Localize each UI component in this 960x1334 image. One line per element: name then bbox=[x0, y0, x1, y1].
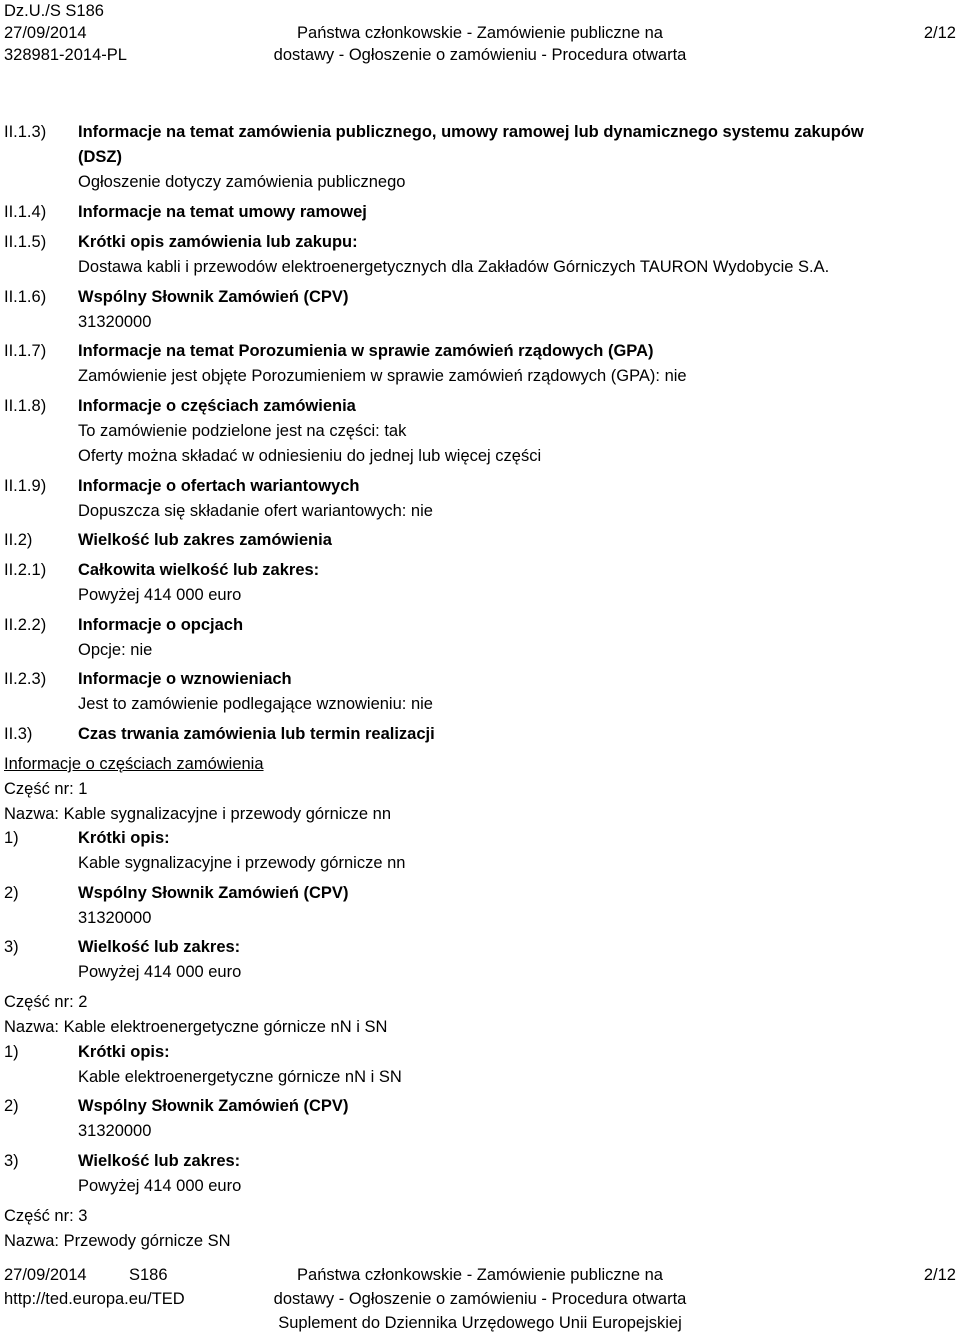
part-item-number: 2) bbox=[4, 1097, 19, 1115]
part-item-number: 3) bbox=[4, 938, 19, 956]
part-item-heading: Wielkość lub zakres: bbox=[78, 1152, 241, 1170]
notice-ref: 328981-2014-PL bbox=[4, 46, 127, 64]
part-item-number: 3) bbox=[4, 1152, 19, 1170]
header-page-number: 2/12 bbox=[923, 24, 956, 42]
section-number: II.1.4) bbox=[4, 203, 47, 221]
section-heading: Całkowita wielkość lub zakres: bbox=[78, 561, 320, 579]
section-heading: Informacje o częściach zamówienia bbox=[78, 397, 356, 415]
section-text: Dostawa kabli i przewodów elektroenergetycznych dla Zakładów Górniczych TAURON Wydobycie S.A. bbox=[78, 258, 830, 276]
part-item-heading: Wielkość lub zakres: bbox=[78, 938, 241, 956]
section-number: II.2.3) bbox=[4, 670, 47, 688]
footer-page-number: 2/12 bbox=[923, 1266, 956, 1284]
section-heading: Informacje na temat umowy ramowej bbox=[78, 203, 367, 221]
section-heading: Informacje o ofertach wariantowych bbox=[78, 477, 360, 495]
section-number: II.1.7) bbox=[4, 342, 47, 360]
section-number: II.1.8) bbox=[4, 397, 47, 415]
section-text: Jest to zamówienie podlegające wznowieniu: nie bbox=[78, 695, 433, 713]
part-number: Część nr: 2 bbox=[4, 993, 88, 1011]
section-text: Powyżej 414 000 euro bbox=[78, 586, 242, 604]
section-text: Dopuszcza się składanie ofert wariantowych: nie bbox=[78, 502, 433, 520]
section-text: To zamówienie podzielone jest na części: tak bbox=[78, 422, 407, 440]
part-item-number: 2) bbox=[4, 884, 19, 902]
section-number: II.1.3) bbox=[4, 123, 47, 141]
footer-title-line2: dostawy - Ogłoszenie o zamówieniu - Procedura otwarta bbox=[273, 1290, 687, 1308]
section-number: II.2) bbox=[4, 531, 33, 549]
section-heading: Informacje o wznowieniach bbox=[78, 670, 292, 688]
part-item-text: Powyżej 414 000 euro bbox=[78, 963, 242, 981]
section-text: 31320000 bbox=[78, 313, 152, 331]
part-item-text: 31320000 bbox=[78, 1122, 152, 1140]
section-text: Zamówienie jest objęte Porozumieniem w sprawie zamówień rządowych (GPA): nie bbox=[78, 367, 687, 385]
header-date: 27/09/2014 bbox=[4, 24, 87, 42]
section-heading-cont: (DSZ) bbox=[78, 148, 122, 166]
section-heading: Czas trwania zamówienia lub termin realizacji bbox=[78, 725, 435, 743]
part-item-heading: Krótki opis: bbox=[78, 829, 170, 847]
part-name: Nazwa: Kable elektroenergetyczne górnicze nN i SN bbox=[4, 1018, 388, 1036]
part-item-text: Kable sygnalizacyjne i przewody górnicze nn bbox=[78, 854, 406, 872]
section-heading: Wspólny Słownik Zamówień (CPV) bbox=[78, 288, 349, 306]
journal-ref: Dz.U./S S186 bbox=[4, 2, 104, 20]
section-heading: Informacje na temat zamówienia publicznego, umowy ramowej lub dynamicznego systemu zakupów bbox=[78, 123, 864, 141]
section-heading: Krótki opis zamówienia lub zakupu: bbox=[78, 233, 358, 251]
footer-journal: S186 bbox=[129, 1266, 168, 1284]
footer-supplement: Suplement do Dziennika Urzędowego Unii Europejskiej bbox=[278, 1314, 682, 1332]
section-number: II.1.6) bbox=[4, 288, 47, 306]
part-item-text: Kable elektroenergetyczne górnicze nN i SN bbox=[78, 1068, 402, 1086]
part-item-number: 1) bbox=[4, 829, 19, 847]
section-text: Opcje: nie bbox=[78, 641, 153, 659]
part-item-number: 1) bbox=[4, 1043, 19, 1061]
footer-title-line1: Państwa członkowskie - Zamówienie publiczne na bbox=[297, 1266, 663, 1284]
footer-url-link[interactable]: http://ted.europa.eu/TED bbox=[4, 1290, 185, 1308]
part-name: Nazwa: Przewody górnicze SN bbox=[4, 1232, 231, 1250]
part-item-text: Powyżej 414 000 euro bbox=[78, 1177, 242, 1195]
section-heading: Informacje na temat Porozumienia w sprawie zamówień rządowych (GPA) bbox=[78, 342, 654, 360]
section-text: Oferty można składać w odniesieniu do jednej lub więcej części bbox=[78, 447, 542, 465]
parts-heading: Informacje o częściach zamówienia bbox=[4, 755, 264, 773]
section-text: Ogłoszenie dotyczy zamówienia publicznego bbox=[78, 173, 406, 191]
part-name: Nazwa: Kable sygnalizacyjne i przewody górnicze nn bbox=[4, 805, 392, 823]
footer-date: 27/09/2014 bbox=[4, 1266, 87, 1284]
section-number: II.2.1) bbox=[4, 561, 47, 579]
section-number: II.3) bbox=[4, 725, 33, 743]
header-title-line1: Państwa członkowskie - Zamówienie publiczne na bbox=[297, 24, 663, 42]
part-item-heading: Wspólny Słownik Zamówień (CPV) bbox=[78, 884, 349, 902]
section-heading: Informacje o opcjach bbox=[78, 616, 244, 634]
header-title-line2: dostawy - Ogłoszenie o zamówieniu - Procedura otwarta bbox=[273, 46, 687, 64]
section-heading: Wielkość lub zakres zamówienia bbox=[78, 531, 332, 549]
section-number: II.1.5) bbox=[4, 233, 47, 251]
part-item-heading: Wspólny Słownik Zamówień (CPV) bbox=[78, 1097, 349, 1115]
part-number: Część nr: 1 bbox=[4, 780, 88, 798]
section-number: II.1.9) bbox=[4, 477, 47, 495]
part-number: Część nr: 3 bbox=[4, 1207, 88, 1225]
section-number: II.2.2) bbox=[4, 616, 47, 634]
part-item-heading: Krótki opis: bbox=[78, 1043, 170, 1061]
part-item-text: 31320000 bbox=[78, 909, 152, 927]
